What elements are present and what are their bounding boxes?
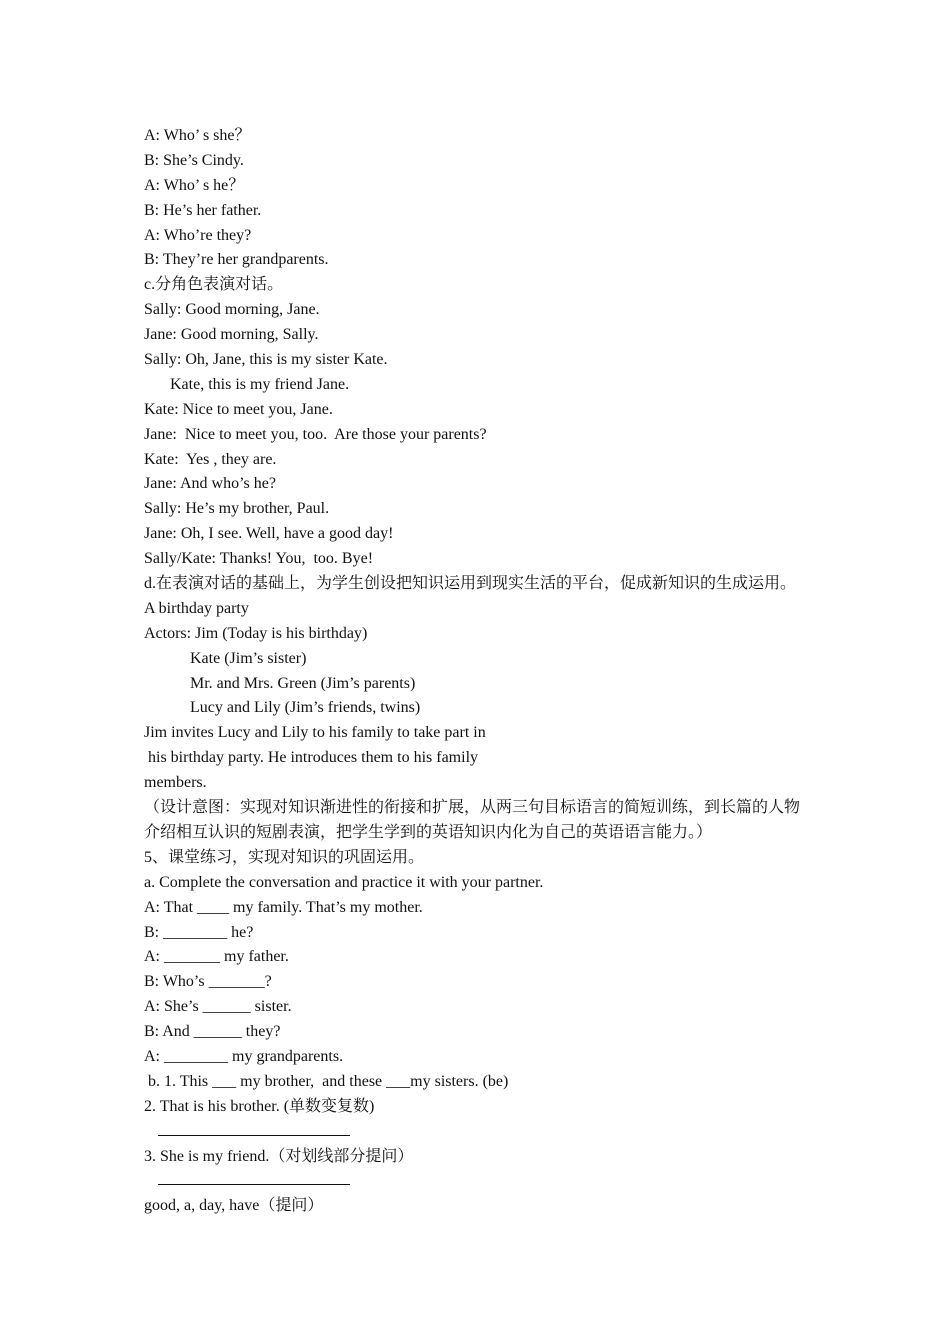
- text-line: Lucy and Lily (Jim’s friends, twins): [190, 699, 421, 717]
- text-line: Jane: Good morning, Sally.: [144, 326, 319, 344]
- text-line: members.: [144, 774, 207, 792]
- answer-underline: [158, 1121, 350, 1136]
- text-line: B: They’re her grandparents.: [144, 251, 329, 269]
- exercise-line: A: ________ my grandparents.: [144, 1047, 344, 1065]
- design-note-line: 介绍相互认识的短剧表演，把学生学到的英语知识内化为自己的英语语言能力。）: [144, 823, 713, 841]
- exercise-line: B: Who’s _______?: [144, 973, 272, 991]
- text-line: B: He’s her father.: [144, 201, 262, 219]
- exercise-line: A: That ____ my family. That’s my mother.: [144, 898, 423, 916]
- text-line: Jim invites Lucy and Lily to his family to take part in: [144, 724, 486, 742]
- text-line: Sally: Good morning, Jane.: [144, 301, 320, 319]
- answer-blank: [144, 1120, 824, 1145]
- exercise-line: b. 1. This ___ my brother, and these ___my sisters. (be): [148, 1072, 509, 1090]
- text-line: A birthday party: [144, 599, 249, 617]
- section-heading: d.在表演对话的基础上，为学生创设把知识运用到现实生活的平台，促成新知识的生成运用。: [144, 575, 797, 593]
- exercise-line: B: ________ he?: [144, 923, 254, 941]
- text-line: Actors: Jim (Today is his birthday): [144, 624, 368, 642]
- text-line: Kate: Nice to meet you, Jane.: [144, 400, 333, 418]
- section-heading: 5、课堂练习，实现对知识的巩固运用。: [144, 848, 425, 866]
- text-line: Sally: Oh, Jane, this is my sister Kate.: [144, 351, 388, 369]
- exercise-line: A: _______ my father.: [144, 948, 289, 966]
- text-line: Kate (Jim’s sister): [190, 649, 307, 667]
- exercise-line: 2. That is his brother. (单数变复数): [144, 1097, 375, 1115]
- text-line: B: She’s Cindy.: [144, 151, 244, 169]
- exercise-line: A: She’s ______ sister.: [144, 998, 292, 1016]
- design-note-line: （设计意图：实现对知识渐进性的衔接和扩展，从两三句目标语言的简短训练，到长篇的人物: [144, 799, 801, 817]
- text-line: a. Complete the conversation and practice it with your partner.: [144, 873, 544, 891]
- document-body: [144, 124, 824, 1219]
- text-line: A: Who’ s he？: [144, 176, 245, 194]
- exercise-line: 3. She is my friend.（对划线部分提问）: [144, 1147, 414, 1165]
- answer-underline: [158, 1170, 350, 1185]
- text-line: Jane: And who’s he?: [144, 475, 276, 493]
- text-line: A: Who’ s she？: [144, 127, 251, 144]
- exercise-line: good, a, day, have（提问）: [144, 1197, 324, 1215]
- text-line: Kate, this is my friend Jane.: [170, 375, 350, 393]
- text-line: his birthday party. He introduces them to his family: [148, 749, 479, 767]
- answer-blank: [144, 1169, 824, 1194]
- text-line: A: Who’re they?: [144, 226, 252, 244]
- text-line: Sally/Kate: Thanks! You, too. Bye!: [144, 550, 374, 568]
- text-line: Mr. and Mrs. Green (Jim’s parents): [190, 674, 416, 692]
- text-line: Sally: He’s my brother, Paul.: [144, 500, 330, 518]
- text-line: Kate: Yes , they are.: [144, 450, 277, 468]
- exercise-line: B: And ______ they?: [144, 1023, 281, 1041]
- section-heading: c.分角色表演对话。: [144, 276, 284, 294]
- text-line: Jane: Nice to meet you, too. Are those your parents?: [144, 425, 487, 443]
- text-line: Jane: Oh, I see. Well, have a good day!: [144, 525, 394, 543]
